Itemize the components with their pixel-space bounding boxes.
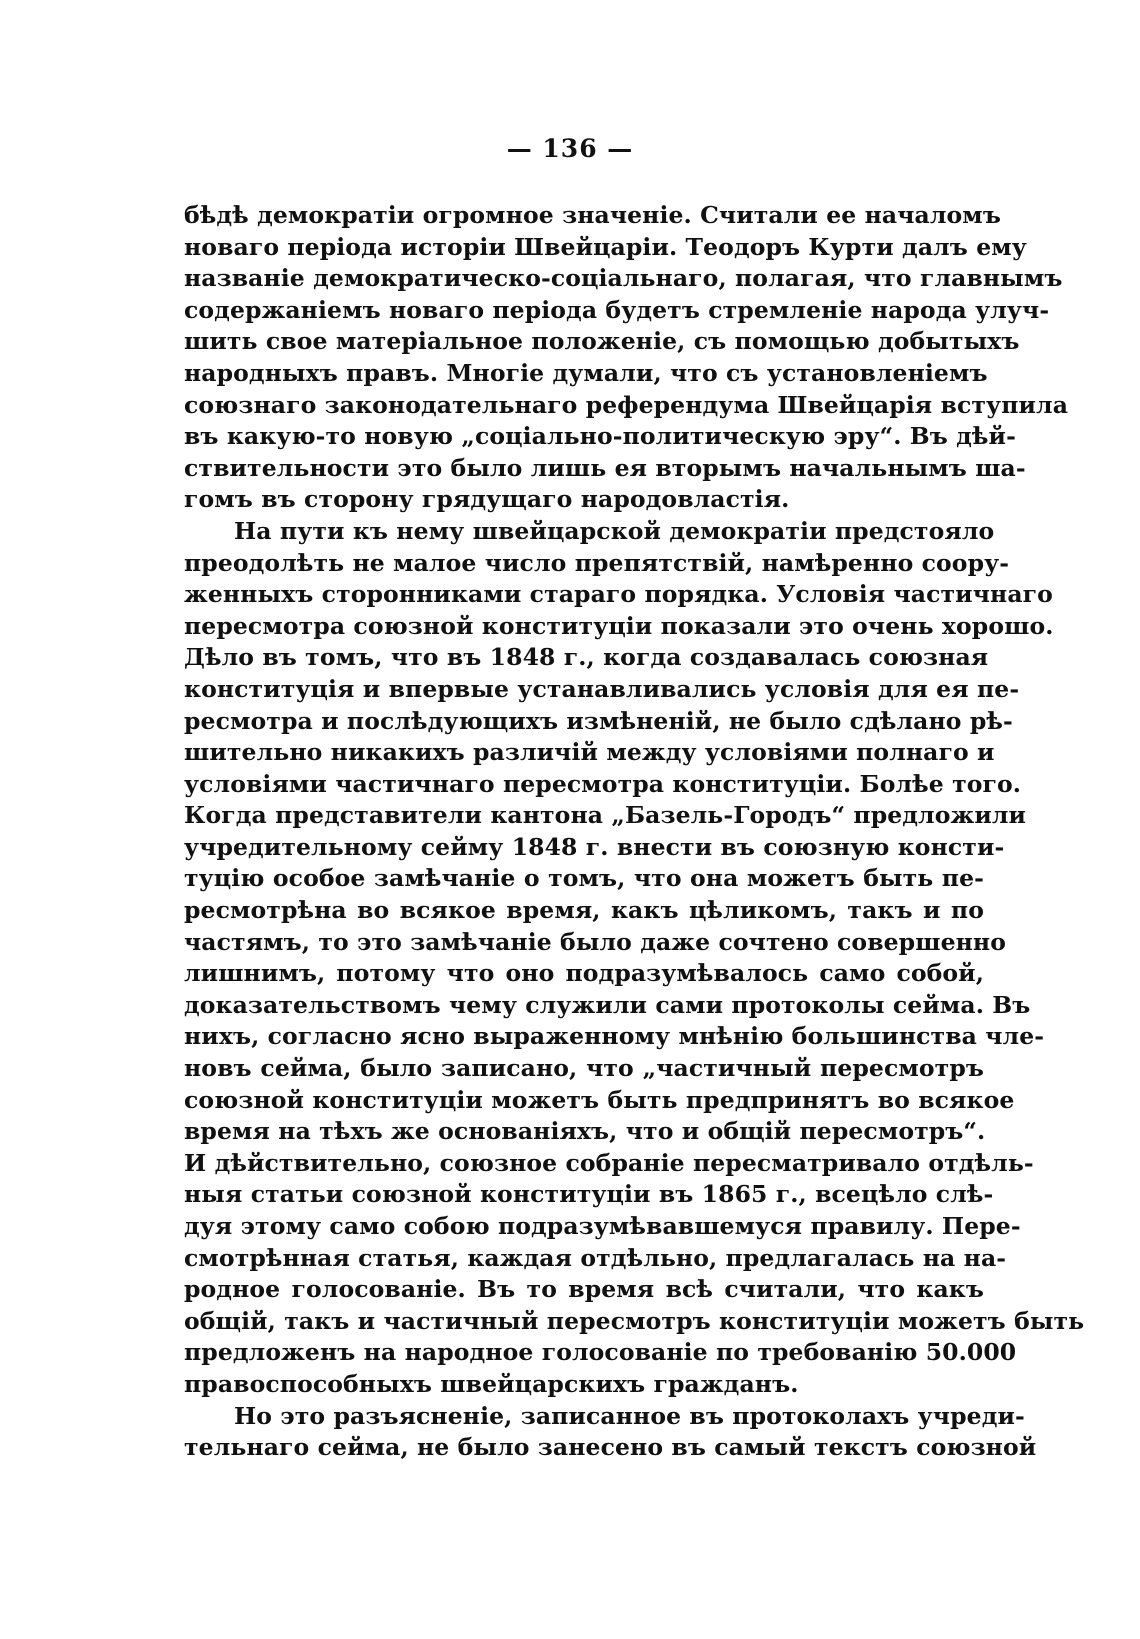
text-line: лишнимъ, потому что оно подразумѣвалось само собой, bbox=[184, 959, 984, 988]
text-line: народныхъ правъ. Многіе думали, что съ установленіемъ bbox=[184, 358, 988, 387]
text-line: общій, такъ и частичный пересмотръ конституціи можетъ быть bbox=[184, 1306, 1085, 1335]
text-line: новаго періода исторіи Швейцаріи. Теодоръ Курти далъ ему bbox=[184, 232, 1027, 261]
text-line: родное голосованіе. Въ то время всѣ считали, что какъ bbox=[184, 1275, 984, 1304]
text-line: ресмотра и послѣдующихъ измѣненій, не было сдѣлано рѣ- bbox=[184, 706, 1013, 735]
text-line: На пути къ нему швейцарской демократіи предстояло bbox=[234, 516, 995, 545]
text-line: новъ сейма, было записано, что „частичный пересмотръ bbox=[184, 1054, 984, 1083]
paragraph bbox=[184, 1401, 1037, 1464]
text-line: союзнаго законодательнаго референдума Швейцарія вступила bbox=[184, 390, 1069, 419]
text-line: содержаніемъ новаго періода будетъ стремленіе народа улуч- bbox=[184, 295, 1050, 324]
page-number: — 136 — bbox=[506, 134, 634, 163]
text-line: дуя этому само собою подразумѣвавшемуся правилу. Пере- bbox=[184, 1212, 1021, 1240]
paragraph bbox=[184, 516, 1085, 1401]
text-line: туцію особое замѣчаніе о томъ, что она можетъ быть пе- bbox=[184, 864, 984, 893]
text-line: союзной конституціи можетъ быть предпринятъ во всякое bbox=[184, 1085, 1015, 1114]
text-line: Дѣло въ томъ, что въ 1848 г., когда создавалась союзная bbox=[184, 643, 989, 672]
text-line: смотрѣнная статья, каждая отдѣльно, предлагалась на на- bbox=[184, 1243, 1007, 1272]
text-line: доказательствомъ чему служили сами протоколы сейма. Въ bbox=[184, 990, 1031, 1019]
text-line: Но это разъясненіе, записанное въ протоколахъ учреди- bbox=[234, 1401, 1025, 1430]
text-line: тельнаго сейма, не было занесено въ самый текстъ союзной bbox=[184, 1433, 1037, 1462]
text-line: условіями частичнаго пересмотра конституціи. Болѣе того. bbox=[184, 769, 1022, 798]
text-line: время на тѣхъ же основаніяхъ, что и общій пересмотръ“. bbox=[184, 1117, 986, 1146]
paragraph bbox=[184, 200, 1069, 516]
text-line: учредительному сейму 1848 г. внести въ союзную консти- bbox=[184, 832, 1005, 861]
text-line: шительно никакихъ различій между условіями полнаго и bbox=[184, 738, 995, 767]
text-line: женныхъ сторонниками стараго порядка. Условія частичнаго bbox=[184, 580, 1053, 609]
text-line: бѣдѣ демократіи огромное значеніе. Считали ее началомъ bbox=[184, 201, 1001, 229]
text-line: ныя статьи союзной конституціи въ 1865 г., всецѣло слѣ- bbox=[184, 1180, 994, 1209]
text-line: предложенъ на народное голосованіе по требованію 50.000 bbox=[184, 1338, 1017, 1367]
text-line: ресмотрѣна во всякое время, какъ цѣликомъ, такъ и по bbox=[184, 896, 984, 925]
text-line: гомъ въ сторону грядущаго народовластія. bbox=[184, 485, 790, 514]
text-line: ствительности это было лишь ея вторымъ начальнымъ ша- bbox=[184, 453, 1026, 482]
text-line: названіе демократическо-соціальнаго, полагая, что главнымъ bbox=[184, 264, 1063, 293]
text-line: шить свое матеріальное положеніе, съ помощью добытыхъ bbox=[184, 327, 1020, 356]
text-line: конституція и впервые устанавливались условія для ея пе- bbox=[184, 674, 1020, 703]
text-line: пересмотра союзной конституціи показали это очень хорошо. bbox=[184, 611, 1054, 640]
text-line: правоспособныхъ швейцарскихъ гражданъ. bbox=[184, 1369, 799, 1398]
text-line: частямъ, то это замѣчаніе было даже сочтено совершенно bbox=[184, 927, 1006, 956]
text-line: въ какую-то новую „соціально-политическую эру“. Въ дѣй- bbox=[184, 422, 1016, 451]
body-text bbox=[184, 200, 1085, 1464]
text-line: преодолѣть не малое число препятствій, намѣренно соору- bbox=[184, 548, 1010, 577]
text-line: Когда представители кантона „Базель-Городъ“ предложили bbox=[184, 801, 1027, 830]
text-line: нихъ, согласно ясно выраженному мнѣнію большинства чле- bbox=[184, 1022, 1045, 1051]
text-line: И дѣйствительно, союзное собраніе пересматривало отдѣль- bbox=[184, 1148, 1034, 1177]
